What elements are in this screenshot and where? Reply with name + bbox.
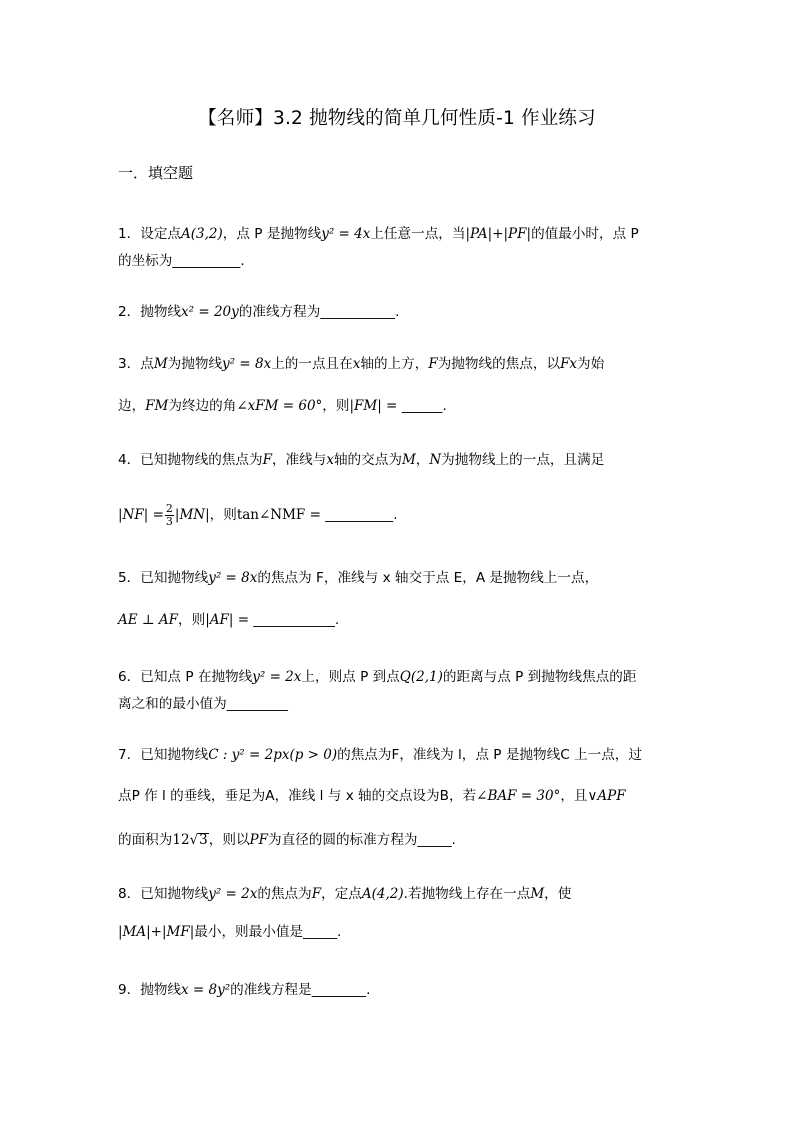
q3-text: 3．点 bbox=[118, 356, 154, 372]
q7-text: 7．已知抛物线 bbox=[118, 747, 209, 763]
q3-segment: FM bbox=[145, 398, 169, 414]
q8-expression: |MA|+|MF| bbox=[118, 924, 195, 940]
q6-equation: y² = 2x bbox=[252, 669, 302, 685]
q4-rhs: |MN| bbox=[174, 507, 210, 523]
question-4-line-1 bbox=[118, 450, 678, 470]
q1-text: 上任意一点，当 bbox=[370, 226, 466, 242]
q4-lhs: |NF| = bbox=[118, 507, 164, 523]
q5-text: 5．已知抛物线 bbox=[118, 570, 209, 586]
q6-point-q: Q(2,1) bbox=[399, 669, 443, 685]
question-7-line-1 bbox=[118, 745, 678, 765]
q8-focus: F bbox=[311, 886, 322, 902]
q4-text: 轴的交点为 bbox=[333, 452, 402, 468]
q4-tan-expression: tan∠NMF = bbox=[236, 507, 321, 523]
q7-area-radicand: 3 bbox=[199, 832, 208, 848]
q3-text: 上的一点且在 bbox=[271, 356, 353, 372]
q9-text: 9．抛物线 bbox=[118, 982, 182, 998]
q1-text: ，点 P 是抛物线 bbox=[222, 226, 322, 242]
question-5-line-2 bbox=[118, 610, 678, 630]
q8-text: 的焦点为 bbox=[257, 886, 312, 902]
question-5-line-1 bbox=[118, 568, 678, 588]
q6-text: 的距离与点 P 到抛物线焦点的距 bbox=[442, 669, 637, 685]
q5-perpendicular: AE ⊥ AF bbox=[118, 612, 178, 628]
q9-equation: x = 8y² bbox=[181, 982, 231, 998]
q7-angle: ∠BAF = 30° bbox=[476, 788, 561, 804]
q3-abs-value: |FM| = bbox=[349, 398, 398, 414]
q3-angle: ∠xFM = 60° bbox=[236, 398, 323, 414]
q2-text: 2．抛物线 bbox=[118, 304, 182, 320]
q7-area: 12√3 bbox=[172, 832, 208, 848]
question-8-line-1 bbox=[118, 884, 678, 904]
q1-text: 的值最小时，点 P bbox=[531, 226, 639, 242]
fraction-denominator: 3 bbox=[165, 514, 173, 528]
q5-equation: y² = 8x bbox=[208, 570, 258, 586]
q3-x-axis: x bbox=[352, 356, 361, 372]
question-9 bbox=[118, 980, 678, 1000]
question-2 bbox=[118, 302, 678, 322]
q7-text: 的面积为 bbox=[118, 832, 173, 848]
q8-point-m: M bbox=[530, 886, 545, 902]
q6-text: 上，则点 P 到点 bbox=[301, 669, 400, 685]
question-8-line-2 bbox=[118, 922, 678, 942]
q3-equation: y² = 8x bbox=[222, 356, 272, 372]
q3-text: 边， bbox=[118, 398, 146, 414]
q7-area-coefficient: 12 bbox=[172, 832, 190, 848]
q1-text: 1．设定点 bbox=[118, 226, 182, 242]
q4-x-axis: x bbox=[326, 452, 334, 468]
q7-text: ，且 bbox=[560, 788, 588, 804]
q3-text: 轴的上方， bbox=[360, 356, 429, 372]
q3-point-m: M bbox=[153, 356, 168, 372]
q4-text: ，则 bbox=[209, 507, 237, 523]
q4-focus: F bbox=[262, 452, 272, 468]
question-7-line-2 bbox=[118, 786, 678, 806]
q4-point-m: M bbox=[401, 452, 416, 468]
q8-text: ，使 bbox=[544, 886, 572, 902]
fraction-numerator: 2 bbox=[165, 501, 173, 515]
q4-text: 为抛物线上的一点，且满足 bbox=[441, 452, 605, 468]
q4-fraction bbox=[165, 503, 174, 528]
q5-text: ，则 bbox=[178, 612, 206, 628]
q3-text: 为抛物线 bbox=[167, 356, 223, 372]
q8-text: .若抛物线上存在一点 bbox=[403, 886, 531, 902]
q8-text: ，定点 bbox=[321, 886, 362, 902]
q3-text: 为终边的角 bbox=[168, 398, 237, 414]
q1-expression: |PA|+|PF| bbox=[465, 226, 532, 242]
question-6-line-2 bbox=[118, 694, 678, 714]
page-title: 【名师】3.2 抛物线的简单几何性质-1 作业练习 bbox=[198, 108, 596, 129]
q7-segment: PF bbox=[249, 832, 268, 848]
question-3-line-2 bbox=[118, 396, 678, 416]
q7-equation: C : y² = 2px(p > 0) bbox=[208, 747, 338, 763]
q1-text: 的坐标为__________. bbox=[118, 253, 245, 269]
question-4-line-2 bbox=[118, 500, 678, 530]
q2-equation: x² = 20y bbox=[181, 304, 239, 320]
q1-equation: y² = 4x bbox=[321, 226, 371, 242]
question-3-line-1 bbox=[118, 354, 678, 374]
q9-text: 的准线方程是________. bbox=[230, 982, 371, 998]
q3-ray: Fx bbox=[560, 356, 578, 372]
q4-point-n: N bbox=[429, 452, 442, 468]
q4-text: ，准线与 bbox=[271, 452, 327, 468]
q8-point-a: A(4,2) bbox=[361, 886, 404, 902]
q5-abs-value: |AF| = bbox=[205, 612, 250, 628]
question-1-line-1 bbox=[118, 224, 678, 244]
q5-text: ____________. bbox=[249, 612, 340, 628]
q6-text: 6．已知点 P 在抛物线 bbox=[118, 669, 253, 685]
q2-text: 的准线方程为___________. bbox=[238, 304, 400, 320]
q3-text: ，则 bbox=[322, 398, 350, 414]
q4-text: 4．已知抛物线的焦点为 bbox=[118, 452, 263, 468]
q7-text: 的焦点为F，准线为 l，点 P 是抛物线C 上一点，过 bbox=[337, 747, 642, 763]
q3-text: 为抛物线的焦点，以 bbox=[437, 356, 561, 372]
q3-focus: F bbox=[428, 356, 438, 372]
q7-text: ，则以 bbox=[208, 832, 250, 848]
q8-text: 最小，则最小值是_____. bbox=[194, 924, 342, 940]
q5-text: 的焦点为 F，准线与 x 轴交于点 E，A 是抛物线上一点， bbox=[257, 570, 599, 586]
q7-text: 为直径的圆的标准方程为_____. bbox=[268, 832, 456, 848]
q4-text: __________. bbox=[320, 507, 398, 523]
q6-text: 离之和的最小值为_________ bbox=[118, 696, 288, 712]
q4-text: ， bbox=[415, 452, 430, 468]
q7-triangle: ∨APF bbox=[587, 788, 626, 804]
section-heading: 一．填空题 bbox=[118, 164, 194, 182]
q1-point-a: A(3,2) bbox=[181, 226, 223, 242]
q3-text: 为始 bbox=[577, 356, 605, 372]
question-7-line-3 bbox=[118, 830, 678, 850]
q8-text: 8．已知抛物线 bbox=[118, 886, 209, 902]
question-1-line-2 bbox=[118, 251, 678, 271]
q3-text: ______. bbox=[397, 398, 447, 414]
question-6-line-1 bbox=[118, 667, 678, 687]
q7-text: 点P 作 l 的垂线，垂足为A，准线 l 与 x 轴的交点设为B，若 bbox=[118, 788, 477, 804]
q8-equation: y² = 2x bbox=[208, 886, 258, 902]
